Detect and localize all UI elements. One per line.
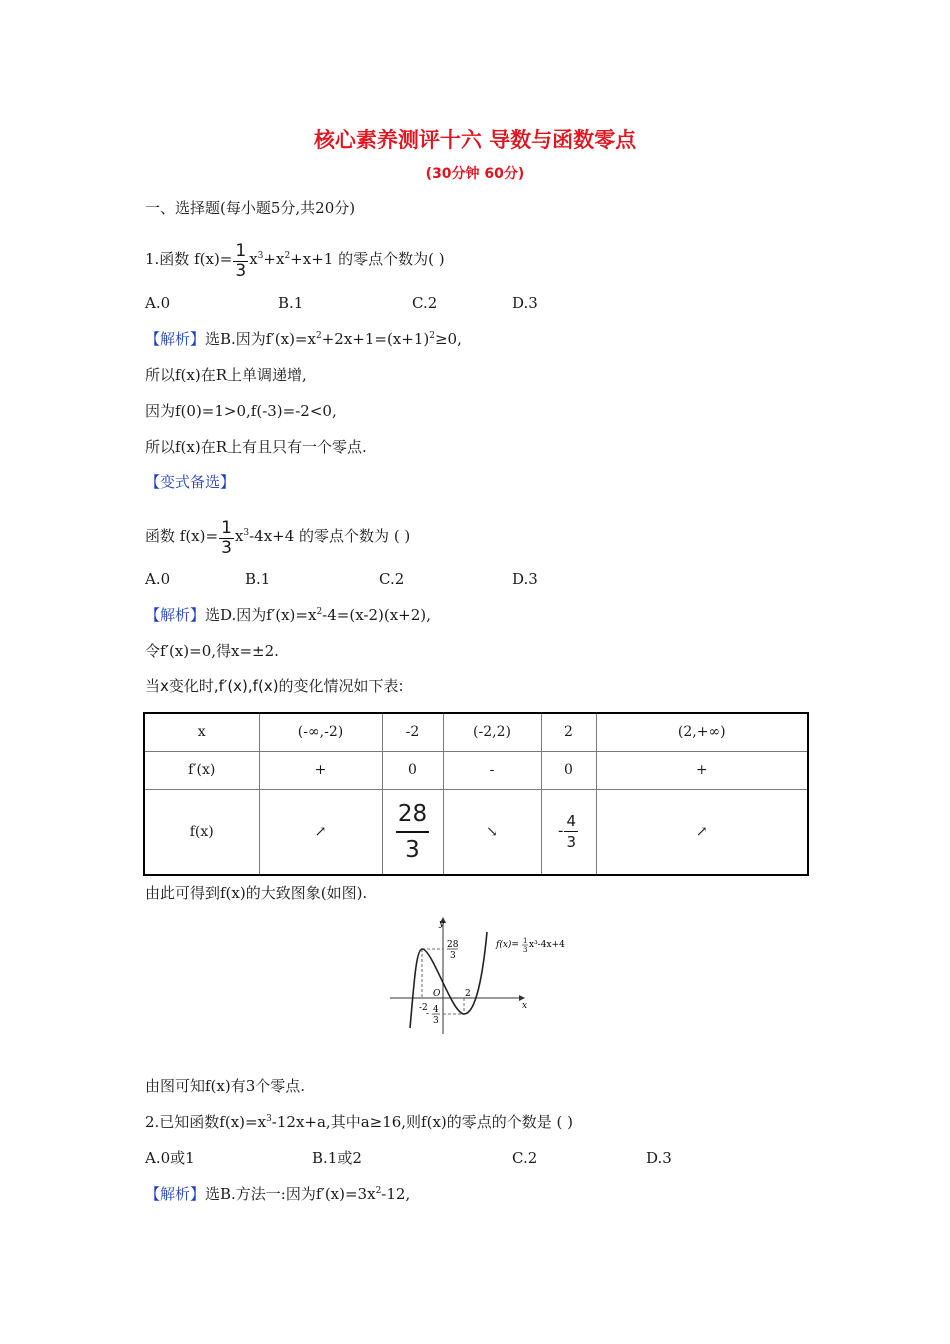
pos2-label: 2 xyxy=(465,989,471,999)
table-cell: (2,+∞) xyxy=(596,713,808,751)
table-cell-max xyxy=(382,789,443,875)
neg2-label: -2 xyxy=(419,1003,428,1013)
page-title: 核心素养测评十六 导数与函数零点 xyxy=(313,128,637,152)
q2-option-d: D.3 xyxy=(646,1149,672,1167)
table-row xyxy=(144,713,808,751)
max-value-fraction: $\frac{28}{3}$ xyxy=(396,797,429,867)
func-label-suffix: x³-4x+4 xyxy=(529,940,565,950)
page-subtitle: (30分钟 60分) xyxy=(425,166,525,182)
variant-option-c: C.2 xyxy=(379,570,405,588)
q2-option-c: C.2 xyxy=(512,1149,538,1167)
func-label-prefix: f(x)= xyxy=(496,940,519,950)
table-cell: + xyxy=(596,751,808,789)
q1-option-d: D.3 xyxy=(512,294,538,312)
function-graph xyxy=(388,914,568,1034)
question-2: 2.已知函数$f(x)=x^3-12x+a$,其中a≥16,则f(x)的零点的个数是 ( ) xyxy=(145,1113,574,1131)
analysis-1-line-1: 【解析】选B.因为$f'(x)=x^2+2x+1=(x+1)^2\ge 0$, xyxy=(145,330,462,348)
q1-option-c: C.2 xyxy=(412,294,438,312)
table-cell: (-∞,-2) xyxy=(259,713,382,751)
analysis-2-line-2: 令f′(x)=0,得x=±2. xyxy=(145,642,279,660)
decreasing-arrow: ↘ xyxy=(443,789,541,875)
table-cell: 0 xyxy=(382,751,443,789)
table-cell: - xyxy=(443,751,541,789)
func-label-den: 3 xyxy=(523,946,528,954)
table-cell: -2 xyxy=(382,713,443,751)
x-axis-label: x xyxy=(522,1001,528,1011)
analysis-2-line-1: 【解析】选D.因为$f'(x)=x^2-4=(x-2)(x+2)$, xyxy=(145,606,431,624)
increasing-arrow: ↗ xyxy=(259,789,382,875)
section-heading: 一、选择题(每小题5分,共20分) xyxy=(145,199,356,217)
table-cell: 0 xyxy=(541,751,596,789)
analysis-tag: 【解析】 xyxy=(145,1185,206,1203)
analysis-tag: 【解析】 xyxy=(145,330,206,348)
table-row xyxy=(144,751,808,789)
variant-tag: 【变式备选】 xyxy=(145,473,236,491)
analysis-3-line-1: 【解析】选B.方法一:因为$f'(x)=3x^2-12$, xyxy=(145,1185,411,1203)
q1-option-b: B.1 xyxy=(278,294,304,312)
q1-option-a: A.0 xyxy=(145,294,171,312)
table-cell: f(x) xyxy=(144,789,259,875)
table-cell: 2 xyxy=(541,713,596,751)
variant-option-b: B.1 xyxy=(245,570,271,588)
max-label-den: 3 xyxy=(450,951,456,961)
table-cell: x xyxy=(144,713,259,751)
analysis-1-line-3: 因为f(0)=1>0,f(-3)=-2<0, xyxy=(145,402,337,420)
fraction: $\frac{1}{3}$ xyxy=(235,241,247,281)
table-row xyxy=(144,789,808,875)
fraction: $\frac{1}{3}$ xyxy=(221,518,232,558)
min-value-fraction: $\frac{4}{3}$ xyxy=(566,812,576,852)
analysis-1-line-2: 所以f(x)在R上单调递增, xyxy=(145,366,307,384)
origin-label: O xyxy=(433,989,441,999)
table-cell-min: - $\frac{4}{3}$ xyxy=(541,789,596,875)
q2-option-a: A.0或1 xyxy=(145,1149,195,1167)
table-cell: + xyxy=(259,751,382,789)
max-label-num: 28 xyxy=(447,940,459,950)
analysis-tag: 【解析】 xyxy=(145,606,206,624)
table-cell: (-2,2) xyxy=(443,713,541,751)
y-axis-label: y xyxy=(439,919,445,929)
func-label-num: 1 xyxy=(523,937,528,945)
conclusion-text: 由图可知f(x)有3个零点. xyxy=(145,1077,306,1095)
question-1: 1.函数 f(x)= $\frac{1}{3}$ $x^3+x^2+x+1$ 的零点个数为( ) xyxy=(145,241,445,281)
min-label-num: 4 xyxy=(433,1005,439,1015)
analysis-2-line-3: 当x变化时,f′(x),f(x)的变化情况如下表: xyxy=(145,677,404,695)
after-table-text: 由此可得到f(x)的大致图象(如图). xyxy=(145,884,368,902)
variation-table xyxy=(143,712,809,876)
variant-question: 函数 f(x)= $\frac{1}{3}$ $x^3-4x+4$ 的零点个数为 ( ) xyxy=(145,518,411,558)
q2-option-b: B.1或2 xyxy=(312,1149,362,1167)
analysis-1-line-4: 所以f(x)在R上有且只有一个零点. xyxy=(145,438,367,456)
table-cell: f′(x) xyxy=(144,751,259,789)
min-sign-label: - xyxy=(426,1009,430,1019)
increasing-arrow: ↗ xyxy=(596,789,808,875)
variant-option-d: D.3 xyxy=(512,570,538,588)
min-label-den: 3 xyxy=(433,1016,439,1026)
variant-option-a: A.0 xyxy=(145,570,171,588)
